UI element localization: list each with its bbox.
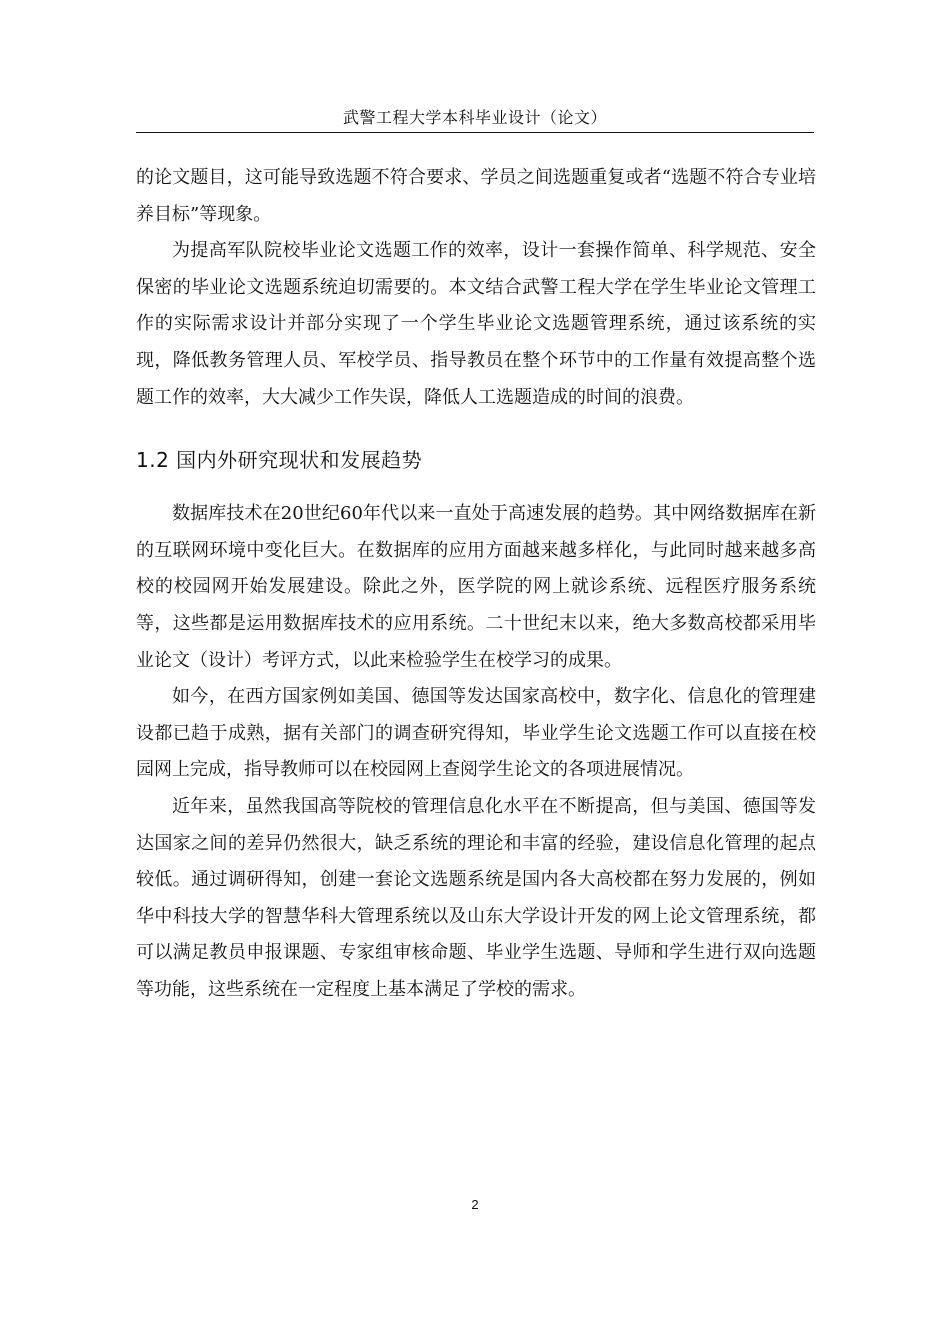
- page-number: 2: [471, 1197, 479, 1212]
- section-heading: 1.2 国内外研究现状和发展趋势: [136, 448, 423, 473]
- paragraph-continued: 的论文题目，这可能导致选题不符合要求、学员之间选题重复或者“选题不符合专业培养目标”等现象。: [136, 167, 816, 225]
- paragraph: 如今，在西方国家例如美国、德国等发达国家高校中，数字化、信息化的管理建设都已趋于成熟，据有关部门的调查研究得知，毕业学生论文选题工作可以直接在校园网上完成，指导教师可以在校园网上查阅学生论文的各项进展情况。: [136, 686, 816, 781]
- paragraph: 为提高军队院校毕业论文选题工作的效率，设计一套操作简单、科学规范、安全保密的毕业论文选题系统迫切需要的。本文结合武警工程大学在学生毕业论文管理工作的实际需求设计并部分实现了一个学生毕业论文选题管理系统，通过该系统的实现，降低教务管理人员、军校学员、指导教员在整个环节中的工作量有效提高整个选题工作的效率，大大减少工作失误，降低人工选题造成的时间的浪费。: [136, 240, 816, 408]
- paragraph: 数据库技术在20世纪60年代以来一直处于高速发展的趋势。其中网络数据库在新的互联网环境中变化巨大。在数据库的应用方面越来越多样化，与此同时越来越多高校的校园网开始发展建设。除此之外，医学院的网上就诊系统、远程医疗服务系统等，这些都是运用数据库技术的应用系统。二十世纪末以来，绝大多数高校都采用毕业论文（设计）考评方式，以此来检验学生在校学习的成果。: [136, 503, 816, 671]
- document-body: [136, 160, 816, 1008]
- paragraph: 近年来，虽然我国高等院校的管理信息化水平在不断提高，但与美国、德国等发达国家之间的差异仍然很大，缺乏系统的理论和丰富的经验，建设信息化管理的起点较低。通过调研得知，创建一套论文选题系统是国内各大高校都在努力发展的，例如华中科技大学的智慧华科大管理系统以及山东大学设计开发的网上论文管理系统，都可以满足教员申报课题、专家组审核命题、毕业学生选题、导师和学生进行双向选题等功能，这些系统在一定程度上基本满足了学校的需求。: [136, 795, 816, 1000]
- running-header: 武警工程大学本科毕业设计（论文）: [342, 108, 607, 127]
- header-rule: [136, 132, 814, 133]
